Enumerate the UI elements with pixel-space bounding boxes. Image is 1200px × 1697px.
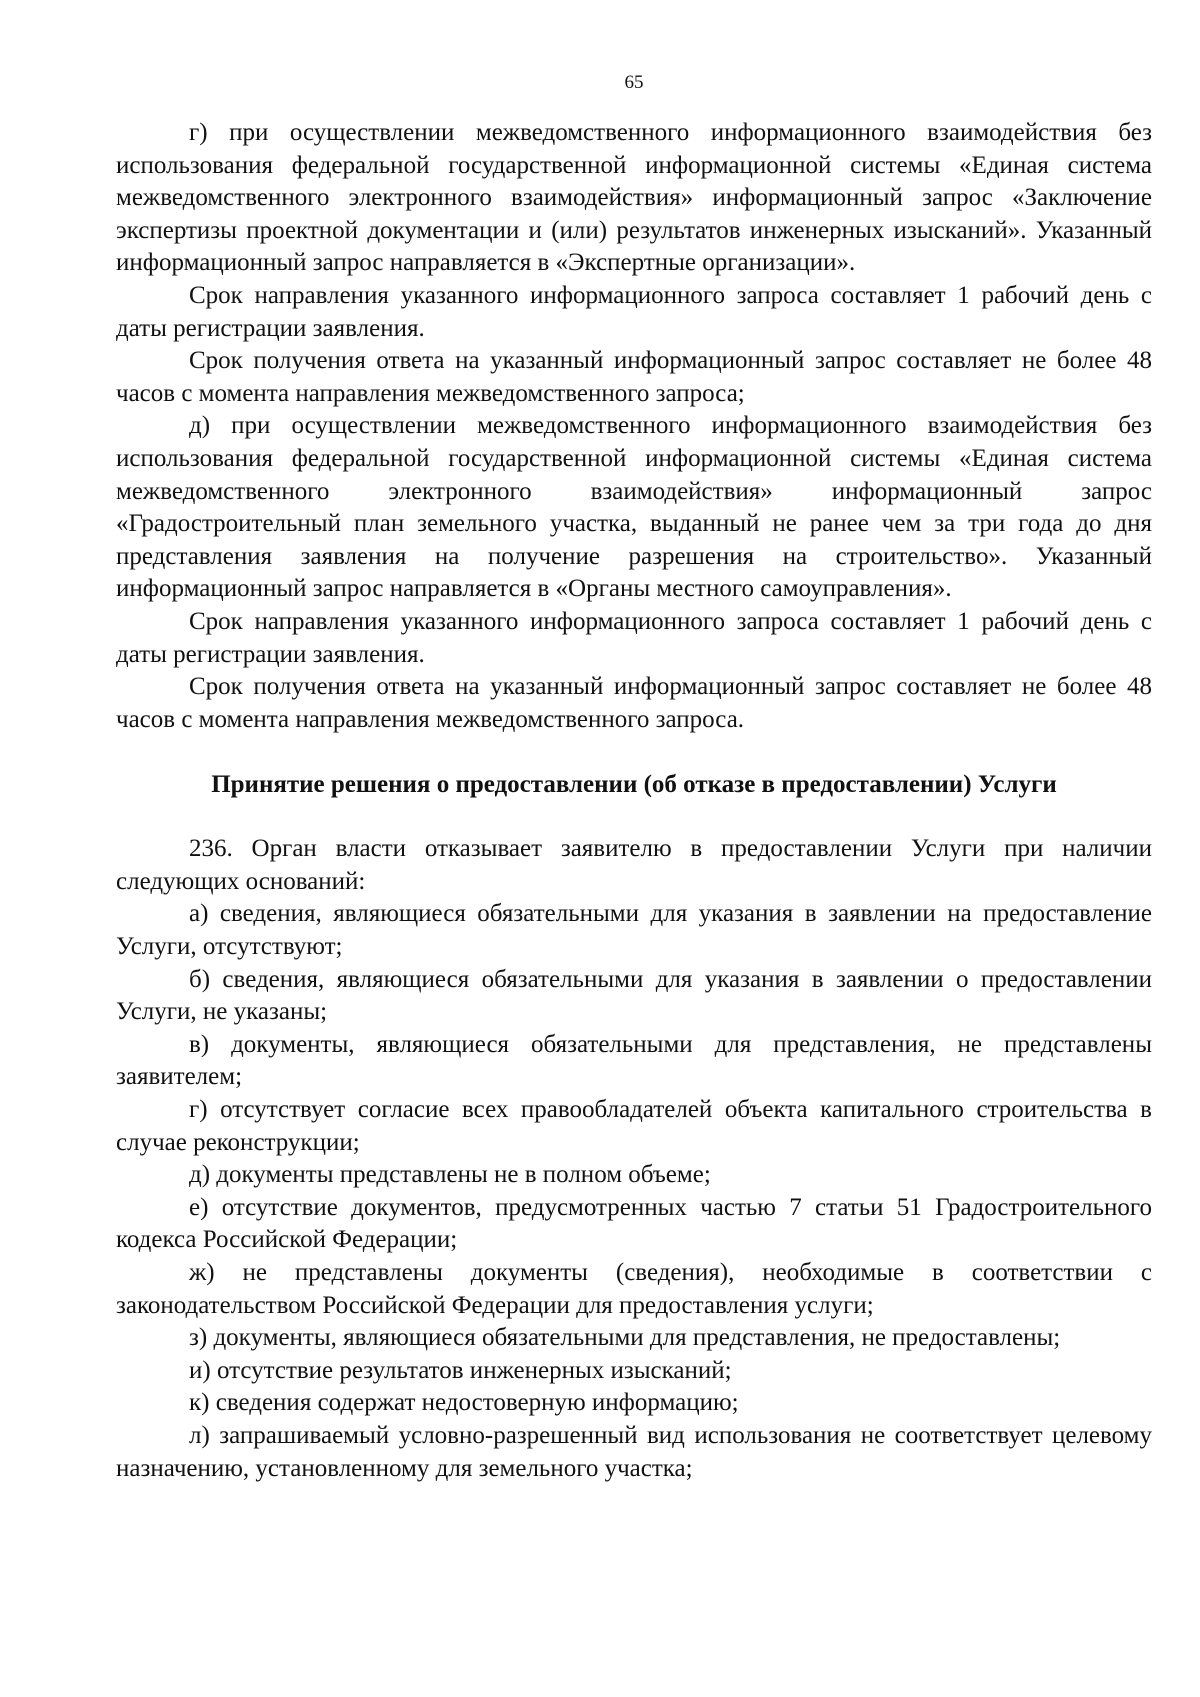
page-number: 65 xyxy=(624,72,644,93)
list-item-g: г) отсутствует согласие всех правообладателей объекта капитального строительства в случае реконструкции; xyxy=(116,1096,1152,1156)
list-item-k: к) сведения содержат недостоверную информацию; xyxy=(189,1389,739,1417)
paragraph-item-g: г) при осуществлении межведомственного информационного взаимодействия без использования федеральной государственной информационной системы «Единая система межведомственного электронного взаимодействия» информационный запрос «Заключение экспертизы проектной документации и (или) результатов инженерных изысканий». Указанный информационный запрос направляется в «Экспертные организации». xyxy=(116,119,1152,277)
list-item-d: д) документы представлены не в полном объеме; xyxy=(189,1161,711,1189)
list-item-a: а) сведения, являющиеся обязательными для указания в заявлении на предоставление Услуги, отсутствуют; xyxy=(116,900,1152,961)
list-item-e: е) отсутствие документов, предусмотренных частью 7 статьи 51 Градостроительного кодекса Российской Федерации; xyxy=(116,1193,1152,1254)
paragraph-request-deadline: Срок направления указанного информационного запроса составляет 1 рабочий день с даты регистрации заявления. xyxy=(116,281,1152,342)
paragraph-response-deadline: Срок получения ответа на указанный информационный запрос составляет не более 48 часов с момента направления межведомственного запроса; xyxy=(116,347,1152,407)
list-item-l: л) запрашиваемый условно-разрешенный вид использования не соответствует целевому назначению, установленному для земельного участка; xyxy=(116,1421,1152,1482)
section-interagency-requests xyxy=(116,117,1152,736)
paragraph-item-d: д) при осуществлении межведомственного информационного взаимодействия без использования федеральной государственной информационной системы «Единая система межведомственного электронного взаимодействия» информационный запрос «Градостроительный план земельного участка, выданный не ранее чем за три года до дня представления заявления на получение разрешения на строительство». Указанный информационный запрос направляется в «Органы местного самоуправления». xyxy=(116,412,1152,603)
list-item-v: в) документы, являющиеся обязательными для представления, не представлены заявителем; xyxy=(116,1030,1152,1091)
list-item-zh: ж) не представлены документы (сведения), необходимые в соответствии с законодательством Российской Федерации для предоставления услуги; xyxy=(116,1259,1152,1319)
list-item-i: и) отсутствие результатов инженерных изысканий; xyxy=(189,1356,732,1384)
list-item-z: з) документы, являющиеся обязательными для представления, не предоставлены; xyxy=(189,1324,1061,1352)
list-item-b: б) сведения, являющиеся обязательными для указания в заявлении о предоставлении Услуги, не указаны; xyxy=(116,965,1152,1026)
document-page xyxy=(116,72,1152,1485)
paragraph-response-deadline: Срок получения ответа на указанный информационный запрос составляет не более 48 часов с момента направления межведомственного запроса. xyxy=(116,673,1152,733)
paragraph-clause-236: 236. Орган власти отказывает заявителю в предоставлении Услуги при наличии следующих оснований: xyxy=(116,835,1152,895)
section-refusal-grounds xyxy=(116,833,1152,1485)
section-heading: Принятие решения о предоставлении (об отказе в предоставлении) Услуги xyxy=(211,771,1057,799)
paragraph-request-deadline: Срок направления указанного информационного запроса составляет 1 рабочий день с даты регистрации заявления. xyxy=(116,607,1152,668)
